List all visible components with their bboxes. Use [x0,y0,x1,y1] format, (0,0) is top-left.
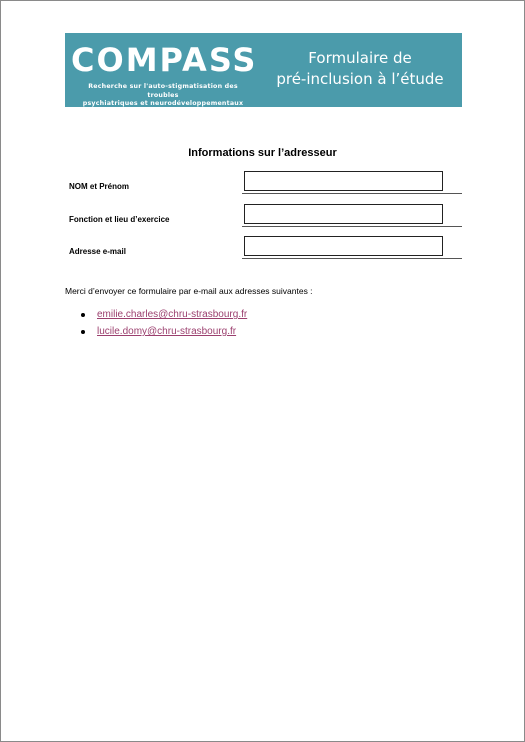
form-title-line-1: Formulaire de [308,49,412,67]
function-label: Fonction et lieu d’exercice [69,215,170,224]
name-input[interactable] [244,171,443,191]
instructions-text: Merci d’envoyer ce formulaire par e-mail aux adresses suivantes : [65,286,313,296]
function-input[interactable] [244,204,443,224]
field-row-function [69,204,462,228]
field-underline [242,226,462,227]
logo-subtitle [73,83,253,109]
field-underline [242,258,462,259]
email-label: Adresse e-mail [69,247,126,256]
logo-subtitle-line-1: Recherche sur l'auto-stigmatisation des troubles [88,83,238,99]
bullet-icon [81,313,85,317]
email-link-lucile[interactable]: lucile.domy@chru-strasbourg.fr [97,326,237,337]
compass-logo: COMPASS [71,41,258,79]
field-row-name [69,171,462,195]
logo-subtitle-line-2: psychiatriques et neurodéveloppementaux [82,100,244,107]
form-title [267,48,453,90]
email-input[interactable] [244,236,443,256]
header-banner [65,33,462,107]
field-underline [242,193,462,194]
form-title-line-2: pré-inclusion à l’étude [276,70,444,88]
name-label: NOM et Prénom [69,182,130,191]
email-link-emilie[interactable]: emilie.charles@chru-strasbourg.fr [97,309,248,320]
field-row-email [69,236,462,260]
bullet-icon [81,330,85,334]
section-title: Informations sur l’adresseur [188,147,337,159]
